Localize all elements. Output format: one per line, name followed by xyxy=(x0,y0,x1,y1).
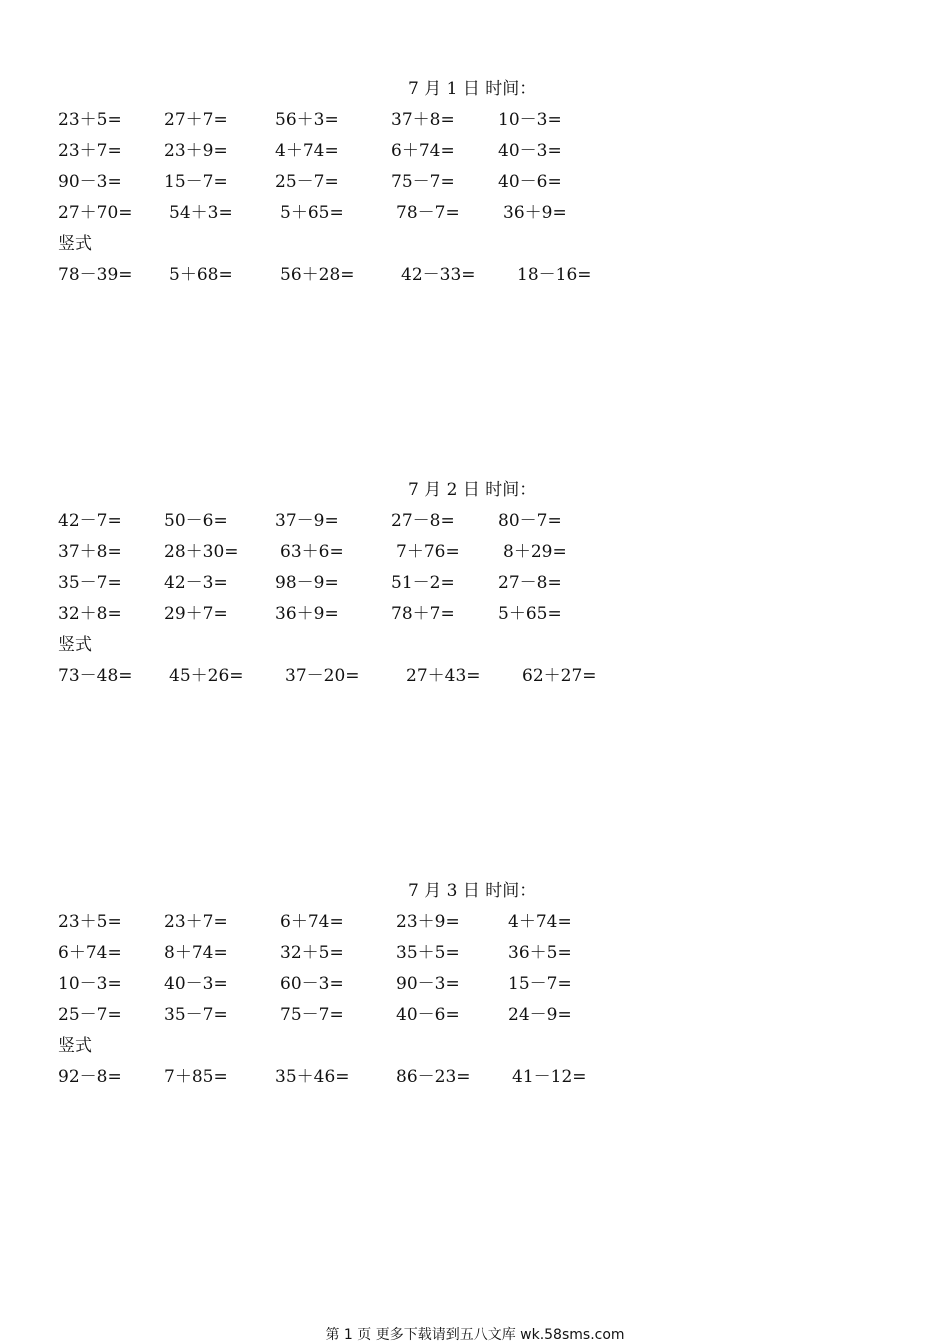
problem: 23＋7= xyxy=(164,912,228,932)
problem: 60－3= xyxy=(280,974,344,994)
problem: 37－20= xyxy=(285,666,360,686)
problem: 51－2= xyxy=(391,573,455,593)
day-section-3 xyxy=(0,876,950,1116)
problem: 23＋9= xyxy=(396,912,460,932)
vertical-calc-label: 竖式 xyxy=(58,234,92,254)
vertical-calc-label: 竖式 xyxy=(58,1036,92,1056)
problem-row xyxy=(58,938,858,963)
problem: 36＋9= xyxy=(275,604,339,624)
problem: 37＋8= xyxy=(58,542,122,562)
problem: 7＋85= xyxy=(164,1067,228,1087)
vertical-problem-row xyxy=(58,260,858,285)
section-heading: 7 月 3 日 时间： xyxy=(408,881,537,901)
section-heading: 7 月 2 日 时间： xyxy=(408,480,537,500)
problem: 27－8= xyxy=(498,573,562,593)
problem: 8＋74= xyxy=(164,943,228,963)
problem: 40－3= xyxy=(164,974,228,994)
problem: 15－7= xyxy=(508,974,572,994)
page-footer: 第 1 页 更多下载请到五八文库 wk.58sms.com xyxy=(325,1327,625,1343)
problem: 78－39= xyxy=(58,265,133,285)
vertical-problem-row xyxy=(58,1062,858,1087)
problem: 63＋6= xyxy=(280,542,344,562)
problem-row xyxy=(58,907,858,932)
problem: 23＋5= xyxy=(58,912,122,932)
problem: 40－3= xyxy=(498,141,562,161)
vertical-problem-row xyxy=(58,661,858,686)
problem: 27＋70= xyxy=(58,203,133,223)
problem: 23＋5= xyxy=(58,110,122,130)
problem: 6＋74= xyxy=(280,912,344,932)
problem: 56＋3= xyxy=(275,110,339,130)
problem: 42－33= xyxy=(401,265,476,285)
problem: 25－7= xyxy=(275,172,339,192)
problem-row xyxy=(58,1000,858,1025)
problem: 92－8= xyxy=(58,1067,122,1087)
problem: 40－6= xyxy=(396,1005,460,1025)
problem: 90－3= xyxy=(396,974,460,994)
problem-row xyxy=(58,105,858,130)
problem: 54＋3= xyxy=(169,203,233,223)
day-section-2 xyxy=(0,475,950,715)
problem: 75－7= xyxy=(391,172,455,192)
problem: 37＋8= xyxy=(391,110,455,130)
problem: 36＋9= xyxy=(503,203,567,223)
problem: 7＋76= xyxy=(396,542,460,562)
problem: 32＋8= xyxy=(58,604,122,624)
problem: 35＋46= xyxy=(275,1067,350,1087)
problem: 27＋7= xyxy=(164,110,228,130)
problem-row xyxy=(58,969,858,994)
problem-row xyxy=(58,506,858,531)
problem: 23＋9= xyxy=(164,141,228,161)
problem-row xyxy=(58,167,858,192)
problem: 42－7= xyxy=(58,511,122,531)
problem: 6＋74= xyxy=(391,141,455,161)
problem: 10－3= xyxy=(58,974,122,994)
problem-row xyxy=(58,136,858,161)
problem: 35－7= xyxy=(164,1005,228,1025)
problem: 78－7= xyxy=(396,203,460,223)
problem: 4＋74= xyxy=(508,912,572,932)
problem: 75－7= xyxy=(280,1005,344,1025)
problem: 23＋7= xyxy=(58,141,122,161)
problem: 29＋7= xyxy=(164,604,228,624)
problem-row xyxy=(58,568,858,593)
problem: 35－7= xyxy=(58,573,122,593)
problem: 6＋74= xyxy=(58,943,122,963)
problem: 45＋26= xyxy=(169,666,244,686)
problem: 5＋68= xyxy=(169,265,233,285)
problem: 27＋43= xyxy=(406,666,481,686)
day-section-1 xyxy=(0,74,950,314)
problem: 24－9= xyxy=(508,1005,572,1025)
problem: 32＋5= xyxy=(280,943,344,963)
problem: 8＋29= xyxy=(503,542,567,562)
problem: 36＋5= xyxy=(508,943,572,963)
problem: 40－6= xyxy=(498,172,562,192)
section-heading: 7 月 1 日 时间： xyxy=(408,79,537,99)
problem: 42－3= xyxy=(164,573,228,593)
problem: 4＋74= xyxy=(275,141,339,161)
problem: 25－7= xyxy=(58,1005,122,1025)
problem: 90－3= xyxy=(58,172,122,192)
problem: 62＋27= xyxy=(522,666,597,686)
problem: 15－7= xyxy=(164,172,228,192)
problem: 56＋28= xyxy=(280,265,355,285)
problem: 73－48= xyxy=(58,666,133,686)
vertical-calc-label: 竖式 xyxy=(58,635,92,655)
problem: 98－9= xyxy=(275,573,339,593)
problem: 86－23= xyxy=(396,1067,471,1087)
problem: 18－16= xyxy=(517,265,592,285)
problem: 5＋65= xyxy=(280,203,344,223)
problem: 27－8= xyxy=(391,511,455,531)
problem: 5＋65= xyxy=(498,604,562,624)
problem: 35＋5= xyxy=(396,943,460,963)
problem: 10－3= xyxy=(498,110,562,130)
problem-row xyxy=(58,599,858,624)
problem: 80－7= xyxy=(498,511,562,531)
problem: 78＋7= xyxy=(391,604,455,624)
problem: 41－12= xyxy=(512,1067,587,1087)
problem: 37－9= xyxy=(275,511,339,531)
problem-row xyxy=(58,198,858,223)
problem: 50－6= xyxy=(164,511,228,531)
problem-row xyxy=(58,537,858,562)
problem: 28＋30= xyxy=(164,542,239,562)
